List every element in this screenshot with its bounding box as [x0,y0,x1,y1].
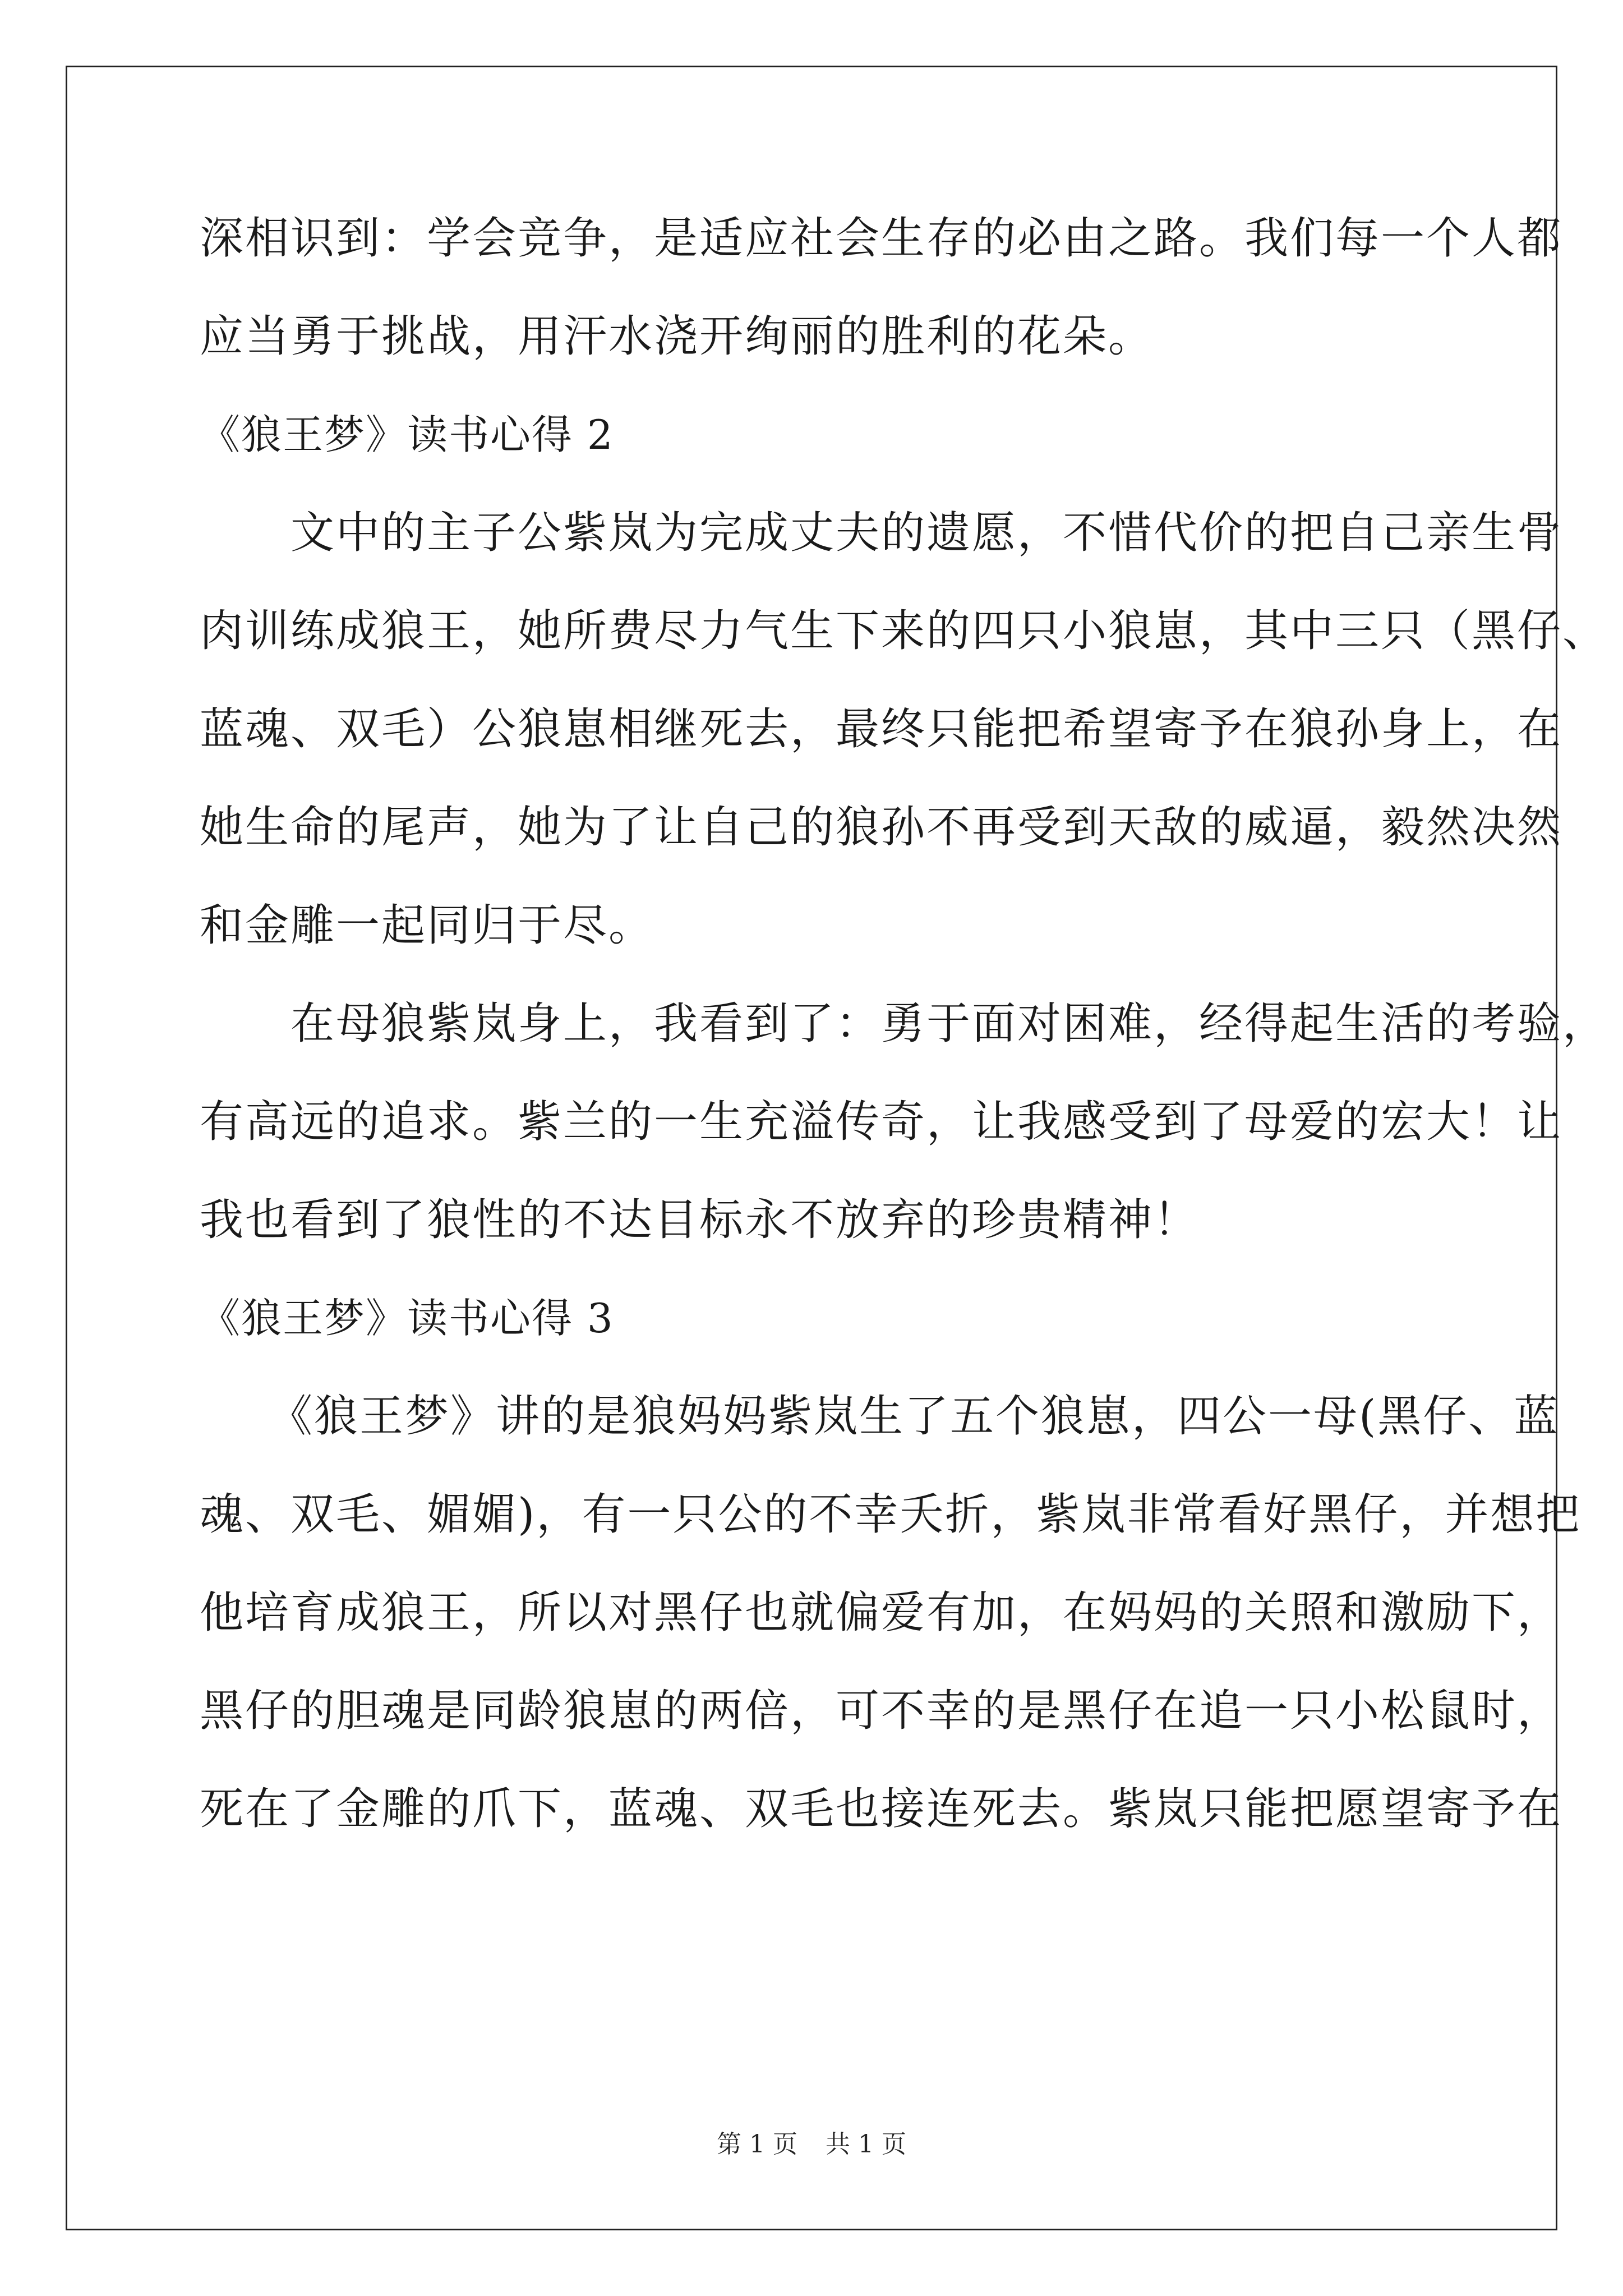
text-line: 肉训练成狼王，她所费尽力气生下来的四只小狼崽，其中三只（黑仔、 [200,606,1608,656]
text-line: 蓝魂、双毛）公狼崽相继死去，最终只能把希望寄予在狼孙身上，在 [200,704,1563,754]
page-footer [0,2128,1623,2161]
text-line: 魂、双毛、媚媚)，有一只公的不幸夭折，紫岚非常看好黑仔，并想把 [200,1489,1581,1540]
text-line: 在母狼紫岚身上，我看到了：勇于面对困难，经得起生活的考验， [200,999,1608,1049]
text-line: 文中的主子公紫岚为完成丈夫的遗愿，不惜代价的把自己亲生骨 [200,508,1563,558]
text-line: 她生命的尾声，她为了让自己的狼孙不再受到天敌的威逼，毅然决然 [200,802,1563,853]
page-total: 共 1 页 [826,2130,906,2159]
text-line: 《狼王梦》讲的是狼妈妈紫岚生了五个狼崽，四公一母(黑仔、蓝 [200,1391,1560,1442]
page-number: 第 1 页 [717,2130,797,2159]
text-line: 有高远的追求。紫兰的一生充溢传奇，让我感受到了母爱的宏大！让 [200,1097,1563,1147]
text-line: 黑仔的胆魂是同龄狼崽的两倍，可不幸的是黑仔在追一只小松鼠时， [200,1686,1563,1736]
text-line: 死在了金雕的爪下，蓝魂、双毛也接连死去。紫岚只能把愿望寄予在 [200,1784,1563,1834]
text-line: 我也看到了狼性的不达目标永不放弃的珍贵精神！ [200,1195,1200,1245]
text-line: 深相识到：学会竞争，是适应社会生存的必由之路。我们每一个人都 [200,213,1563,264]
text-line: 和金雕一起同归于尽。 [200,900,654,951]
section-heading: 《狼王梦》读书心得 2 [200,411,614,458]
text-line: 应当勇于挑战，用汗水浇开绚丽的胜利的花朵。 [200,311,1154,362]
section-heading: 《狼王梦》读书心得 3 [200,1295,614,1342]
text-line: 他培育成狼王，所以对黑仔也就偏爱有加，在妈妈的关照和激励下， [200,1588,1563,1638]
page-border [66,66,1560,2230]
